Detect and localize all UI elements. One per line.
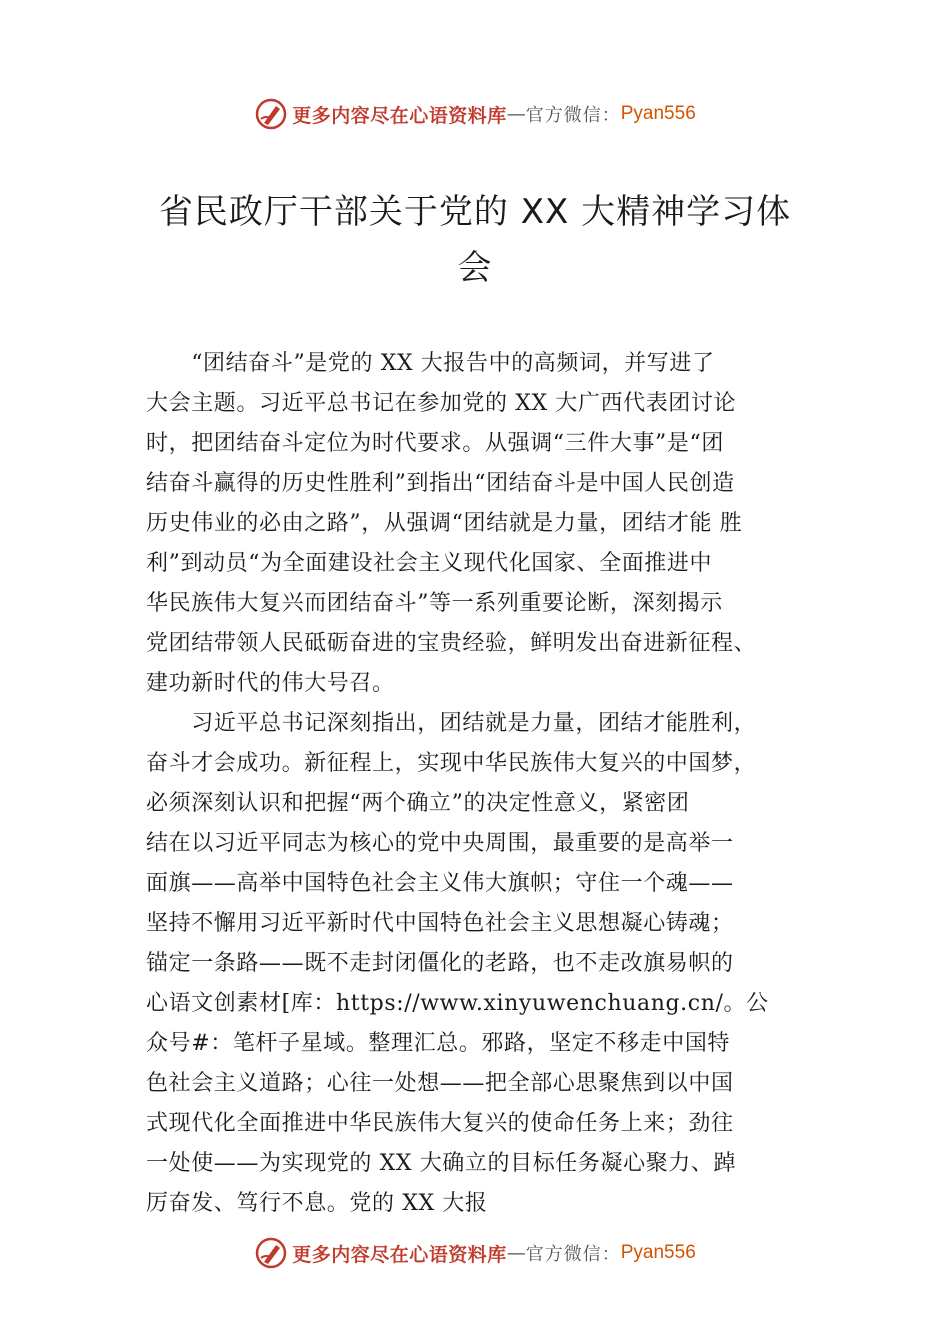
banner-text: 更多内容尽在心语资料库 — [292, 1243, 507, 1266]
footer-banner — [0, 1233, 950, 1273]
document-title — [150, 184, 800, 296]
text-line: 一处使——为实现党的 XX 大确立的目标任务凝心聚力、踔 — [146, 1151, 737, 1176]
text-line: 色社会主义道路；心往一处想——把全部心思聚焦到以中国 — [146, 1071, 734, 1096]
text-line: 建功新时代的伟大号召。 — [146, 671, 395, 696]
text-line: 结奋斗赢得的历史性胜利”到指出“团结奋斗是中国人民创造 — [146, 471, 735, 496]
text-line: 厉奋发、笃行不息。党的 XX 大报 — [146, 1191, 488, 1216]
text-line: 锚定一条路——既不走封闭僵化的老路，也不走改旗易帜的 — [146, 951, 734, 976]
header-banner — [0, 94, 950, 134]
text-line: 历史伟业的必由之路”，从强调“团结就是力量，团结才能 胜 — [146, 511, 743, 536]
text-line: 习近平总书记深刻指出，团结就是力量，团结才能胜利， — [146, 711, 757, 736]
pen-nib-logo-icon — [254, 97, 288, 131]
text-line: “团结奋斗”是党的 XX 大报告中的高频词，并写进了 — [146, 351, 715, 376]
paragraph-2 — [146, 704, 808, 1224]
text-line: 面旗——高举中国特色社会主义伟大旗帜；守住一个魂—— — [146, 871, 734, 896]
banner-wechat-id: Pyan556 — [620, 1242, 696, 1263]
text-line: 众号#：笔杆子星域。整理汇总。邪路，坚定不移走中国特 — [146, 1031, 731, 1056]
title-line-2: 会 — [457, 248, 493, 288]
text-line: 利”到动员“为全面建设社会主义现代化国家、全面推进中 — [146, 551, 713, 576]
paragraph-1 — [146, 344, 808, 704]
title-line-1: 省民政厅干部关于党的 XX 大精神学习体 — [158, 192, 792, 232]
banner-separator: — — [506, 103, 526, 125]
text-line: 心语文创素材[库：https://www.xinyuwenchuang.cn/。公 — [146, 991, 769, 1016]
text-line: 式现代化全面推进中华民族伟大复兴的使命任务上来；劲往 — [146, 1111, 734, 1136]
text-line: 结在以习近平同志为核心的党中央周围，最重要的是高举一 — [146, 831, 734, 856]
pen-nib-logo-icon — [254, 1236, 288, 1270]
banner-wechat-label: 官方微信： — [525, 1244, 621, 1265]
text-line: 奋斗才会成功。新征程上，实现中华民族伟大复兴的中国梦， — [146, 751, 757, 776]
text-line: 时，把团结奋斗定位为时代要求。从强调“三件大事”是“团 — [146, 431, 724, 456]
banner-separator: — — [506, 1242, 526, 1264]
text-line: 坚持不懈用习近平新时代中国特色社会主义思想凝心铸魂； — [146, 911, 734, 936]
banner-text: 更多内容尽在心语资料库 — [292, 104, 507, 127]
text-line: 党团结带领人民砥砺奋进的宝贵经验，鲜明发出奋进新征程、 — [146, 631, 757, 656]
text-line: 华民族伟大复兴而团结奋斗”等一系列重要论断，深刻揭示 — [146, 591, 723, 616]
banner-wechat-label: 官方微信： — [525, 105, 621, 126]
text-line: 大会主题。习近平总书记在参加党的 XX 大广西代表团讨论 — [146, 391, 737, 416]
banner-wechat-id: Pyan556 — [620, 103, 696, 124]
document-body — [146, 344, 808, 1224]
text-line: 必须深刻认识和把握“两个确立”的决定性意义，紧密团 — [146, 791, 690, 816]
